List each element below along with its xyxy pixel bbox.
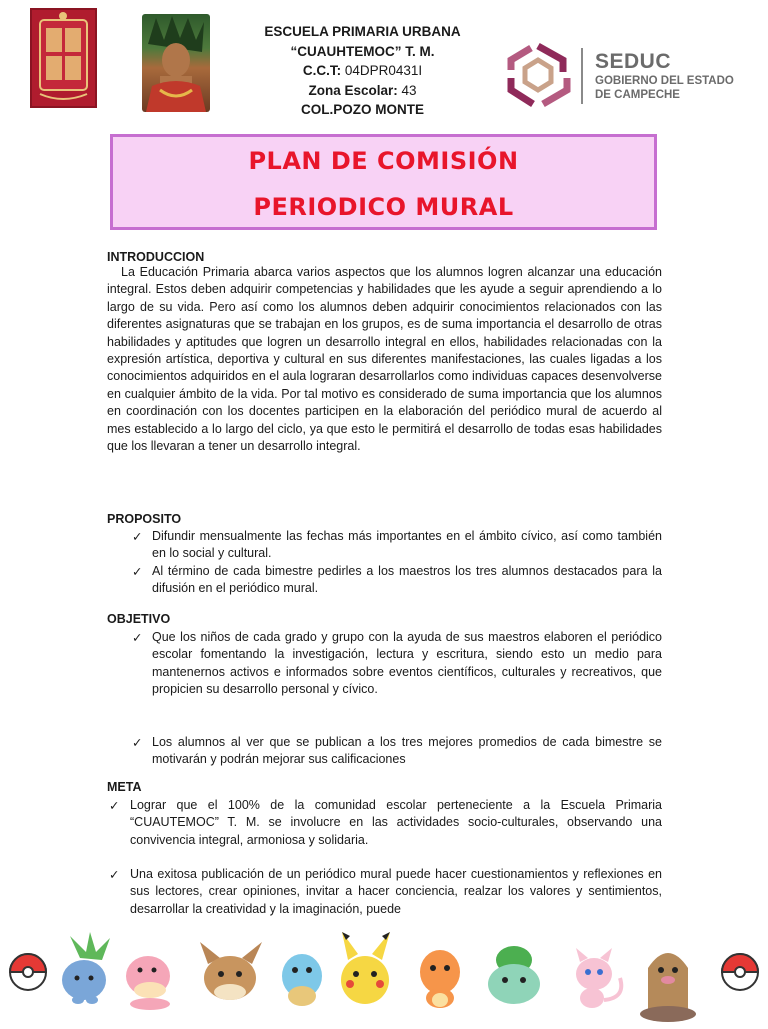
seduc-title: SEDUC — [595, 50, 672, 73]
title-line1: PLAN DE COMISIÓN — [248, 147, 519, 175]
check-icon: ✓ — [132, 630, 143, 645]
footer-decoration — [0, 928, 768, 1024]
intro-paragraph: La Educación Primaria abarca varios aspectos que los alumnos logren alcanzar una educación integral. Estos deben adquirir competencias y habilidades que les ayude a seguir aprendiendo a lo largo de su vida. Pero así como los alumnos deben adquirir conocimientos relacionados con las diferentes asignaturas que se trabajan en los grupos, es de suma importancia el desarrollo de otras habilidades y aptitudes que logren un desarrollo integral en ellos, habilidades relacionadas con la expresión artística, deportiva y cultural en sus diferentes manifestaciones, las cuales ligadas a los conocimientos adquiridos en el aula lograran desarrollarlos como individuas capaces desenvolverse en cualquier ámbito de la vida. Por tal motivo es considerado de suma importancia que los alumnos en coordinación con los docentes participen en la elaboración del periódico mural de acuerdo al mes establecido a lo largo del ciclo, ya que esto le permitirá el desarrollo de todas esas habilidades que los llevaran a tener un desarrollo integral. — [107, 265, 662, 454]
title-line2: PERIODICO MURAL — [253, 193, 514, 221]
charmander-character-icon — [420, 950, 460, 1008]
colonia: COL.POZO MONTE — [301, 102, 424, 117]
check-icon: ✓ — [132, 735, 143, 750]
cuauhtemoc-portrait — [142, 14, 210, 112]
zona-label: Zona Escolar: — [308, 82, 398, 98]
pokeball-icon — [10, 954, 46, 990]
bulbasaur-character-icon — [488, 946, 540, 1004]
school-subname: “CUAUHTEMOC” T. M. — [290, 43, 435, 59]
eevee-character-icon — [200, 942, 262, 1000]
meta-heading: META — [107, 780, 142, 794]
proposito-heading: PROPOSITO — [107, 512, 182, 526]
diglett-character-icon — [640, 953, 696, 1022]
cct-value: 04DPR0431I — [344, 63, 423, 78]
meta-item-1: Lograr que el 100% de la comunidad escolar perteneciente a la Escuela Primaria “CUAUTEMOC” T. M. se involucre en las actividades socio-culturales, observando una convivencia integral, armoniosa y solidaria. — [130, 798, 662, 847]
school-info — [225, 22, 500, 120]
squirtle-character-icon — [282, 954, 322, 1006]
municipal-crest-logo — [30, 8, 97, 108]
check-icon: ✓ — [109, 867, 120, 882]
pikachu-character-icon — [341, 932, 390, 1004]
slowpoke-character-icon — [126, 956, 170, 1010]
pokeball-icon — [722, 954, 758, 990]
seduc-divider — [581, 48, 583, 104]
check-icon: ✓ — [109, 798, 120, 813]
objetivo-item-2: Los alumnos al ver que se publican a los tres mejores promedios de cada bimestre se motivarán y podrán mejorar sus calificaciones — [152, 735, 662, 767]
title-box — [110, 134, 657, 230]
zona-line — [225, 81, 500, 101]
seduc-subtitle — [595, 74, 734, 102]
proposito-item-2: Al término de cada bimestre pedirles a los maestros los tres alumnos destacados para la difusión en el periódico mural. — [152, 564, 662, 596]
cct-label: C.C.T: — [302, 63, 342, 78]
seduc-line1: GOBIERNO DEL ESTADO — [595, 75, 734, 87]
mew-character-icon — [576, 948, 621, 1008]
meta-item-2: Una exitosa publicación de un periódico mural puede hacer cuestionamientos y reflexiones en sus lectores, crear opiniones, invitar a hacer conciencia, realzar los valores y sentimientos, desarrollar la creatividad y la imaginación, puede — [130, 867, 662, 916]
seduc-line2: DE CAMPECHE — [595, 89, 680, 101]
objetivo-item-1: Que los niños de cada grado y grupo con la ayuda de sus maestros elaboren el periódico escolar fomentando la investigación, lectura y escritura, siendo esto un medio para mantenernos activos e informados sobre eventos científicos, culturales y recreativos, que propicien su desarrollo personal y cívico. — [152, 630, 662, 697]
check-icon: ✓ — [132, 564, 143, 579]
school-name: ESCUELA PRIMARIA URBANA — [264, 24, 461, 39]
oddish-character-icon — [62, 932, 110, 1004]
objetivo-heading: OBJETIVO — [107, 612, 171, 626]
check-icon: ✓ — [132, 529, 143, 544]
seduc-logo-mark — [505, 42, 571, 108]
proposito-item-1: Difundir mensualmente las fechas más importantes en el ámbito cívico, así como también en lo social y cultural. — [152, 529, 662, 561]
intro-heading: INTRODUCCION — [107, 250, 205, 264]
cct-line — [225, 61, 500, 81]
zona-value: 43 — [401, 82, 417, 98]
